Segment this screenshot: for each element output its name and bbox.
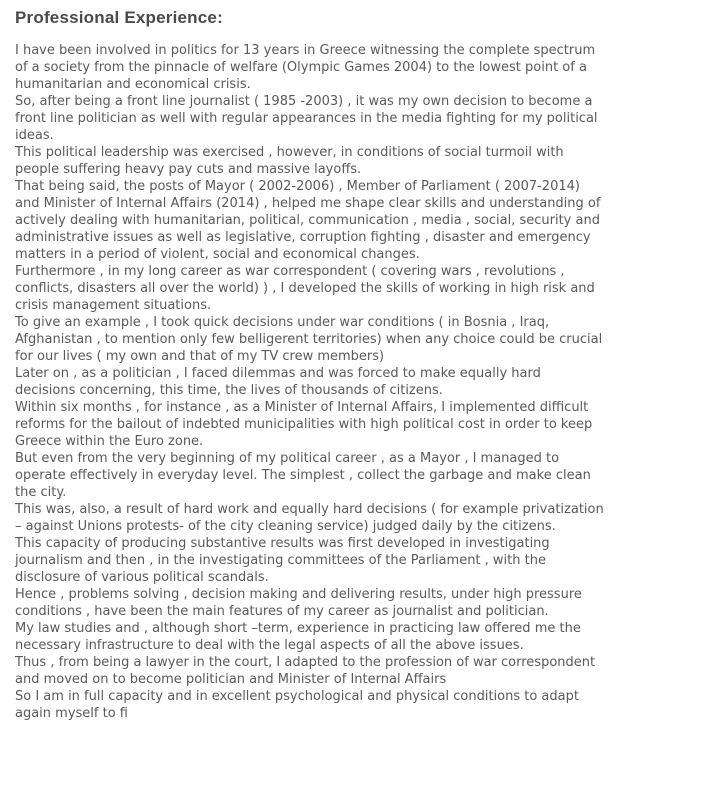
paragraph: Hence , problems solving , decision making and delivering results, under high pressure conditions , have been the main features of my career as journalist and politician. bbox=[15, 587, 582, 619]
paragraph: Furthermore , in my long career as war correspondent ( covering wars , revolutions , conflicts, disasters all over the world) ) , I developed the skills of working in high risk and crisis management situations. bbox=[15, 264, 595, 313]
paragraph: That being said, the posts of Mayor ( 2002-2006) , Member of Parliament ( 2007-2014) and Minister of Internal Affairs (2014) , helped me shape clear skills and understanding of actively dealing with humanitarian, political, communication , media , social, security and administrative issues as well as legislative, corruption fighting , disaster and emergency matters in a period of violent, social and economical changes. bbox=[15, 179, 601, 262]
paragraph: This political leadership was exercised , however, in conditions of social turmoil with people suffering heavy pay cuts and massive layoffs. bbox=[15, 145, 564, 177]
paragraph: Within six months , for instance , as a Minister of Internal Affairs, I implemented difficult reforms for the bailout of indebted municipalities with high political cost in order to keep Greece within the Euro zone. bbox=[15, 400, 593, 449]
paragraph: But even from the very beginning of my political career , as a Mayor , I managed to operate effectively in everyday level. The simplest , collect the garbage and make clean the city. bbox=[15, 451, 591, 500]
document bbox=[15, 8, 605, 722]
section-title: Professional Experience: bbox=[15, 8, 223, 27]
paragraph: So I am in full capacity and in excellent psychological and physical conditions to adapt again myself to fi bbox=[15, 689, 579, 721]
paragraph: Later on , as a politician , I faced dilemmas and was forced to make equally hard decisions concerning, this time, the lives of thousands of citizens. bbox=[15, 366, 541, 398]
paragraph: This capacity of producing substantive results was first developed in investigating journalism and then , in the investigating committees of the Parliament , with the disclosure of various political scandals. bbox=[15, 536, 550, 585]
paragraph: My law studies and , although short –term, experience in practicing law offered me the necessary infrastructure to deal with the legal aspects of all the above issues. bbox=[15, 621, 581, 653]
paragraph: This was, also, a result of hard work and equally hard decisions ( for example privatization – against Unions protests- of the city cleaning service) judged daily by the citizens. bbox=[15, 502, 604, 534]
paragraph: I have been involved in politics for 13 years in Greece witnessing the complete spectrum of a society from the pinnacle of welfare (Olympic Games 2004) to the lowest point of a humanitarian and economical crisis. bbox=[15, 43, 596, 92]
body-text bbox=[15, 42, 605, 722]
paragraph: So, after being a front line journalist ( 1985 -2003) , it was my own decision to become a front line politician as well with regular appearances in the media fighting for my political ideas. bbox=[15, 94, 598, 143]
paragraph: To give an example , I took quick decisions under war conditions ( in Bosnia , Iraq, Afghanistan , to mention only few belligerent territories) when any choice could be crucial for our lives ( my own and that of my TV crew members) bbox=[15, 315, 603, 364]
paragraph: Thus , from being a lawyer in the court, I adapted to the profession of war correspondent and moved on to become politician and Minister of Internal Affairs bbox=[15, 655, 596, 687]
